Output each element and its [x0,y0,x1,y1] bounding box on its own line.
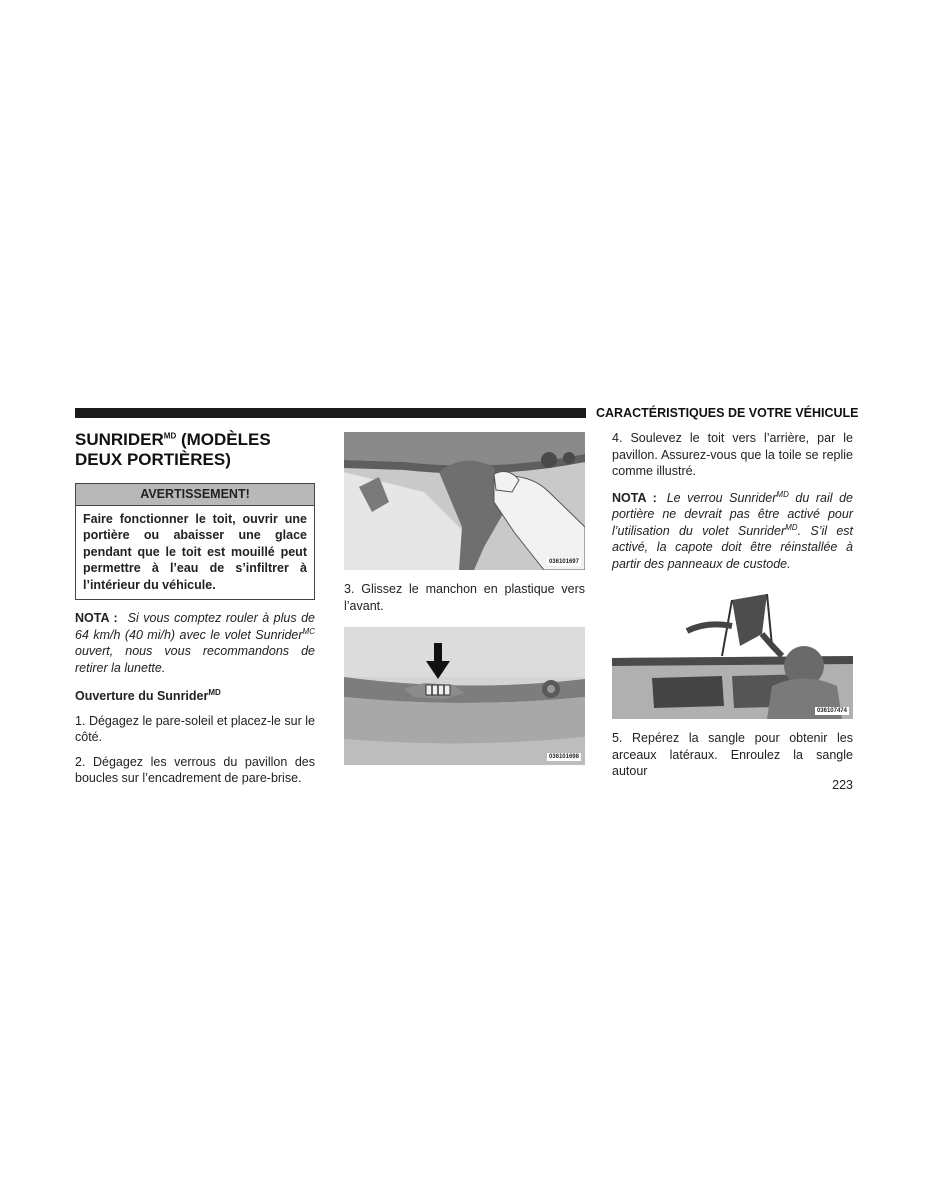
step-5: 5. Repérez la sangle pour obtenir les arceaux latéraux. Enroulez la sangle autour [612,731,853,778]
note-speed: NOTA : Si vous comptez rouler à plus de 64 km/h (40 mi/h) avec le volet Sunrider$^{MC}$ ouvert, nous vous recommandons de retirer la lunette. [75,611,315,675]
step-3: 3. Glissez le manchon en plastique vers l’avant. [344,582,585,613]
figure-sleeve-release [344,432,585,570]
column-right [612,430,853,572]
page-title: $SUNRIDER^{MD}$ (MODÈLES DEUX PORTIÈRES) [75,430,271,469]
column-left [75,430,315,787]
section-rule [75,408,586,418]
warning-title: AVERTISSEMENT! [76,484,314,506]
warning-box [75,483,315,600]
figure-code: 036101698 [548,754,579,760]
step-2: 2. Dégagez les verrous du pavillon des boucles sur l’encadrement de pare-brise. [75,754,315,785]
warning-text: Faire fonctionner le toit, ouvrir une portière ou abaisser une glace pendant que le toit est mouillé peut permettre à l’eau de s’infiltrer à l’intérieur du véhicule. [83,511,307,592]
figure-code: 036107474 [816,708,847,714]
step-1: 1. Dégagez le pare-soleil et placez-le sur le côté. [75,713,315,744]
figure-1-drawing [344,432,585,570]
figure-2-drawing [344,627,585,765]
note-door-rail: NOTA : Le verrou Sunrider$^{MD}$ du rail de portière ne devrait pas être activé pour l’utilisation du volet Sunrider$^{MD}$. S’il est activé, la capote doit être réinstallée à partir des panneaux de custode. [612,489,853,571]
section-header: CARACTÉRISTIQUES DE VOTRE VÉHICULE [596,406,859,420]
step-4: 4. Soulevez le toit vers l’arrière, par le pavillon. Assurez-vous que la toile se replie comme illustré. [612,431,853,478]
figure-code: 036101697 [548,559,579,565]
figure-sleeve-forward [344,627,585,765]
subheading-opening: Ouverture du Sunrider$^{MD}$ [75,687,221,703]
page-number: 223 [832,778,853,792]
figure-lift-roof [612,586,853,719]
figure-3-drawing [612,586,853,719]
